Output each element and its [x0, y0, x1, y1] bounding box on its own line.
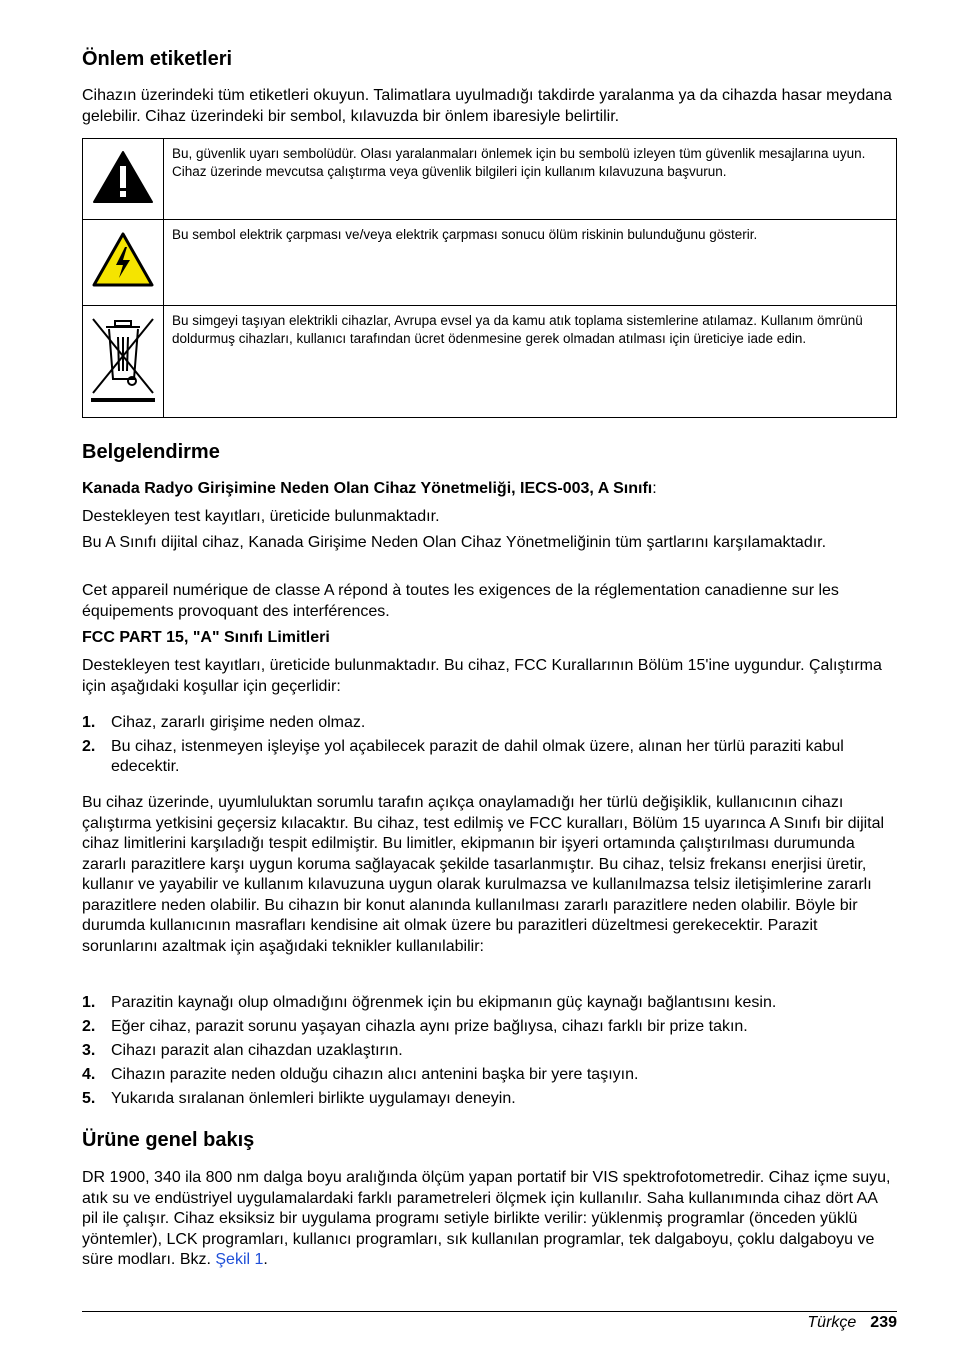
- precaution-labels-table: [82, 138, 897, 418]
- paragraph: Bu cihaz üzerinde, uyumluluktan sorumlu tarafın açıkça onaylamadığı her türlü değişiklik, kullanıcının cihazı çalıştırma yetkisini geçersiz kılacaktır. Bu cihaz, test edilmiş ve FCC kuralları, Bölüm 15 uyarınca A Sınıfı bir dijital cihaz limitlerini karşıladığı tespit edilmiştir. Bu limitler, ekipmanın bir işyeri ortamında çalıştırılması durumunda zararlı parazitlere karşı uygun koruma sağlayacak şekilde tasarlanmıştır. Bu cihaz, telsiz frekansı enerjisi üretir, kullanır ve yayabilir ve kullanım kılavuzuna uygun olarak kurulmazsa ve kullanılmazsa telsiz iletişimlerine zararlı parazitlere neden olabilir. Bu cihazın bir konut alanında kullanılması zararlı parazitlere neden olabilir. Böyle bir durumda kullanıcının masrafları kendisine ait olmak üzere bu parazitleri düzeltmesi gerekecektir. Parazit sorunlarını azaltmak için aşağıdaki teknikler kullanılabilir:: [82, 794, 885, 955]
- fcc-heading: FCC PART 15, "A" Sınıfı Limitleri: [82, 629, 330, 646]
- precaution-text: Bu sembol elektrik çarpması ve/veya elektrik çarpması sonucu ölüm riskinin bulunduğunu gösterir.: [164, 220, 897, 306]
- interference-remedies-list: [82, 993, 897, 1110]
- paragraph: Destekleyen test kayıtları, üreticide bulunmaktadır. Bu cihaz, FCC Kurallarının Bölüm 15'ine uygundur. Çalıştırma için aşağıdaki koşullar için geçerlidir:: [82, 657, 882, 695]
- paragraph: Bu A Sınıfı dijital cihaz, Kanada Girişime Neden Olan Cihaz Yönetmeliğinin tüm şartlarını karşılamaktadır.: [82, 534, 827, 551]
- section-title-precautions: Önlem etiketleri: [82, 48, 233, 70]
- footer-divider: [82, 1311, 897, 1312]
- paragraph: Cet appareil numérique de classe A répond à toutes les exigences de la réglementation canadienne sur les équipements provoquant des interférences.: [82, 582, 839, 620]
- precautions-intro: Cihazın üzerindeki tüm etiketleri okuyun. Talimatlara uyulmadığı takdirde yaralanma ya da cihazda hasar meydana gelebilir. Cihaz üzerindeki bir sembol, kılavuzda bir önlem ibaresiyle belirtilir.: [82, 87, 892, 125]
- section-title-product-overview: Ürüne genel bakış: [82, 1129, 255, 1151]
- list-item: 1. Parazitin kaynağı olup olmadığını öğrenmek için bu ekipmanın güç kaynağı bağlantısını kesin.: [82, 994, 777, 1011]
- crossed-bin-weee-icon: [88, 315, 158, 403]
- list-item: 2. Bu cihaz, istenmeyen işleyişe yol açabilecek parazit de dahil olmak üzere, alınan her türlü paraziti kabul edecektir.: [82, 737, 844, 775]
- product-overview-paragraph: DR 1900, 340 ila 800 nm dalga boyu aralığında ölçüm yapan portatif bir VIS spektrofotometredir. Cihaz içme suyu, atık su ve endüstriyel uygulamalardaki farklı parametreleri ölçmek için kullanılır. Saha kullanımında cihaz dört AA pil ile çalışır. Cihaz eksiksiz bir uygulama programı setiyle birlikte verilir: yüklenmiş programlar (önceden yüklü yöntemler), LCK programları, kullanıcı programları, sık kullanılan programlar, tek dalgaboyu, çoklu dalgaboyu ve süre modları. Bkz. Şekil 1.: [82, 1169, 891, 1268]
- list-item: 3. Cihazı parazit alan cihazdan uzaklaştırın.: [82, 1042, 403, 1059]
- paragraph: Destekleyen test kayıtları, üreticide bulunmaktadır.: [82, 508, 440, 525]
- page-number: 239: [870, 1314, 897, 1331]
- list-item: 1. Cihaz, zararlı girişime neden olmaz.: [82, 714, 366, 731]
- list-item: 4. Cihazın parazite neden olduğu cihazın alıcı antenini başka bir yere taşıyın.: [82, 1066, 639, 1083]
- electric-shock-icon: [91, 231, 155, 289]
- figure-1-link[interactable]: Şekil 1: [215, 1251, 264, 1268]
- section-title-certification: Belgelendirme: [82, 441, 220, 463]
- list-item: 5. Yukarıda sıralanan önlemleri birlikte uygulamayı deneyin.: [82, 1090, 516, 1107]
- table-row: [83, 220, 897, 306]
- table-row: [83, 306, 897, 418]
- list-item: 2. Eğer cihaz, parazit sorunu yaşayan cihazla aynı prize bağlıysa, cihazı farklı bir prize takın.: [82, 1018, 748, 1035]
- canada-regulation-heading: Kanada Radyo Girişimine Neden Olan Cihaz Yönetmeliği, IECS-003, A Sınıfı:: [82, 480, 657, 497]
- table-row: [83, 139, 897, 220]
- warning-triangle-icon: [92, 150, 154, 204]
- fcc-conditions-list: [82, 713, 897, 778]
- footer-language: Türkçe: [807, 1314, 857, 1331]
- page-footer: [807, 1313, 897, 1333]
- precaution-text: Bu simgeyi taşıyan elektrikli cihazlar, Avrupa evsel ya da kamu atık toplama sistemlerine atılamaz. Kullanım ömrünü doldurmuş cihazları, kullanıcı tarafından ücret ödenmesine gerek olmadan atılması için üreticiye iade edin.: [164, 306, 897, 418]
- precaution-text: Bu, güvenlik uyarı sembolüdür. Olası yaralanmaları önlemek için bu sembolü izleyen tüm güvenlik mesajlarına uyun. Cihaz üzerinde mevcutsa çalıştırma veya güvenlik bilgileri için kullanım kılavuzuna başvurun.: [164, 139, 897, 220]
